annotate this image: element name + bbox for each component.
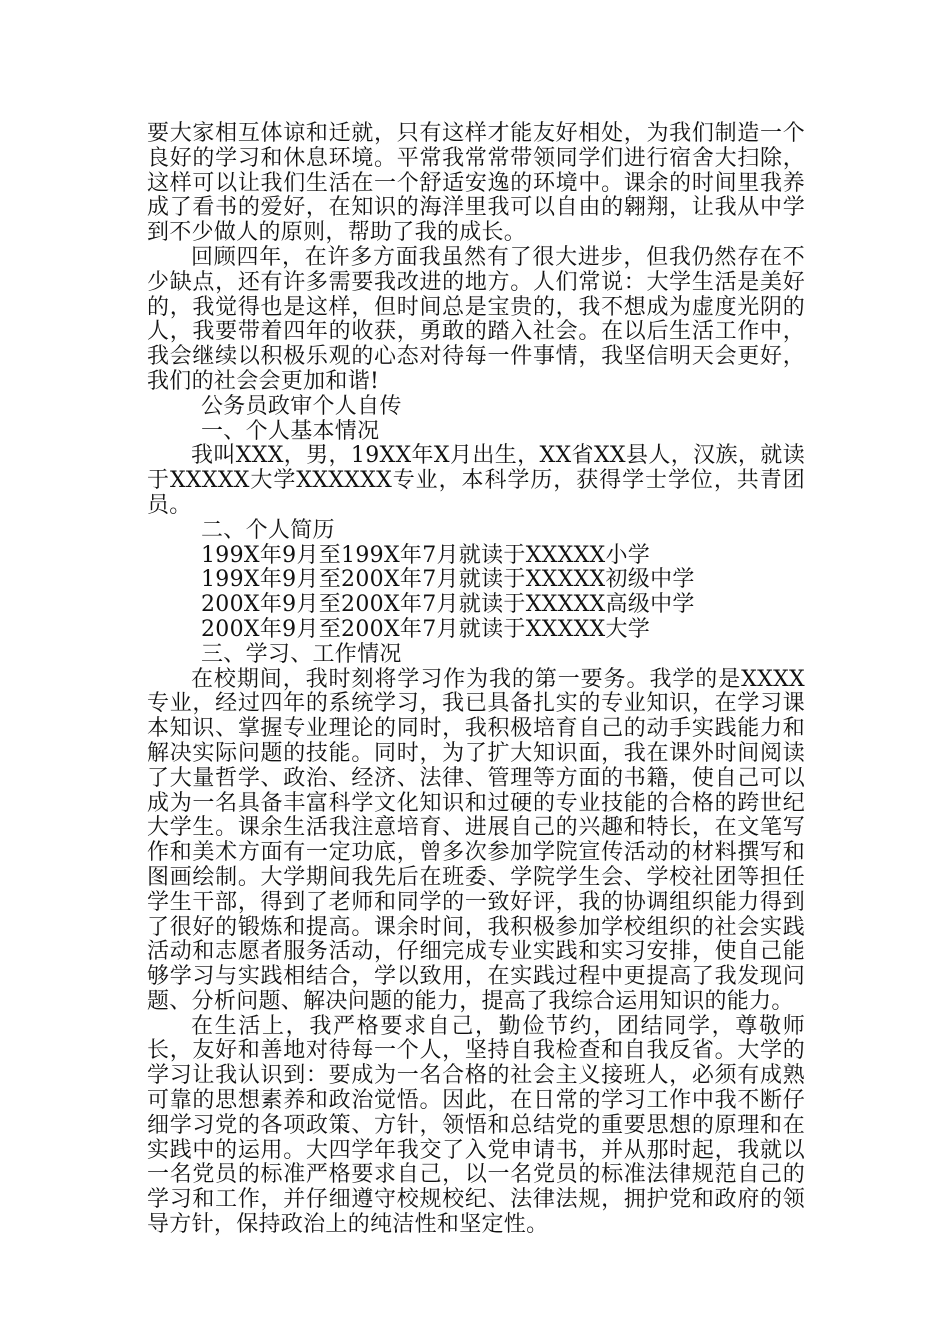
paragraph-continuation: 要大家相互体谅和迁就，只有这样才能友好相处，为我们制造一个良好的学习和休息环境。平常我常常带领同学们进行宿舍大扫除，这样可以让我们生活在一个舒适安逸的环境中。课余的时间里我养成了看书的爱好，在知识的海洋里我可以自由的翱翔，让我从中学到不少做人的原则，帮助了我的成长。: [147, 121, 805, 246]
resume-entry-primary: 199X年9月至199X年7月就读于XXXXX小学: [201, 542, 651, 568]
section-heading-resume: 二、个人简历: [201, 517, 335, 543]
section-heading-basic-info: 一、个人基本情况: [201, 418, 380, 444]
paragraph-review: 回顾四年，在许多方面我虽然有了很大进步，但我仍然存在不少缺点，还有许多需要我改进的地方。人们常说：大学生活是美好的，我觉得也是这样，但时间总是宝贵的，我不想成为虚度光阴的人，我要带着四年的收获，勇敢的踏入社会。在以后生活工作中，我会继续以积极乐观的心态对待每一件事情，我坚信明天会更好，我们的社会会更加和谐!: [147, 244, 805, 394]
paragraph-study: 在校期间，我时刻将学习作为我的第一要务。我学的是XXXX专业，经过四年的系统学习，我已具备扎实的专业知识，在学习课本知识、掌握专业理论的同时，我积极培育自己的动手实践能力和解决实际问题的技能。同时，为了扩大知识面，我在课外时间阅读了大量哲学、政治、经济、法律、管理等方面的书籍，使自己可以成为一名具备丰富科学文化知识和过硬的专业技能的合格的跨世纪大学生。课余生活我注意培育、进展自己的兴趣和特长，在文笔写作和美术方面有一定功底，曾多次参加学院宣传活动的材料撰写和图画绘制。大学期间我先后在班委、学院学生会、学校社团等担任学生干部，得到了老师和同学的一致好评，我的协调组织能力得到了很好的锻炼和提高。课余时间，我积极参加学校组织的社会实践活动和志愿者服务活动，仔细完成专业实践和实习安排，使自己能够学习与实践相结合，学以致用，在实践过程中更提高了我发现问题、分析问题、解决问题的能力，提高了我综合运用知识的能力。: [147, 666, 805, 1014]
resume-entry-junior-high: 199X年9月至200X年7月就读于XXXXX初级中学: [201, 567, 695, 593]
resume-entry-university: 200X年9月至200X年7月就读于XXXXX大学: [201, 616, 651, 642]
document-title: 公务员政审个人自传: [201, 393, 402, 419]
document-page: [147, 122, 805, 1238]
resume-entry-senior-high: 200X年9月至200X年7月就读于XXXXX高级中学: [201, 592, 695, 618]
paragraph-basic-info: 我叫XXX，男，19XX年X月出生，XX省XX县人，汉族，就读于XXXXX大学XXXXXX专业，本科学历，获得学士学位，共青团员。: [147, 443, 805, 518]
section-heading-study-work: 三、学习、工作情况: [201, 641, 402, 667]
paragraph-life: 在生活上，我严格要求自己，勤俭节约，团结同学，尊敬师长，友好和善地对待每一个人，坚持自我检查和自我反省。大学的学习让我认识到：要成为一名合格的社会主义接班人，必须有成熟可靠的思想素养和政治觉悟。因此，在日常的学习工作中我不断仔细学习党的各项政策、方针，领悟和总结党的重要思想的原理和在实践中的运用。大四学年我交了入党申请书，并从那时起，我就以一名党员的标准严格要求自己，以一名党员的标准法律规范自己的学习和工作，并仔细遵守校规校纪、法律法规，拥护党和政府的领导方针，保持政治上的纯洁性和坚定性。: [147, 1013, 805, 1238]
